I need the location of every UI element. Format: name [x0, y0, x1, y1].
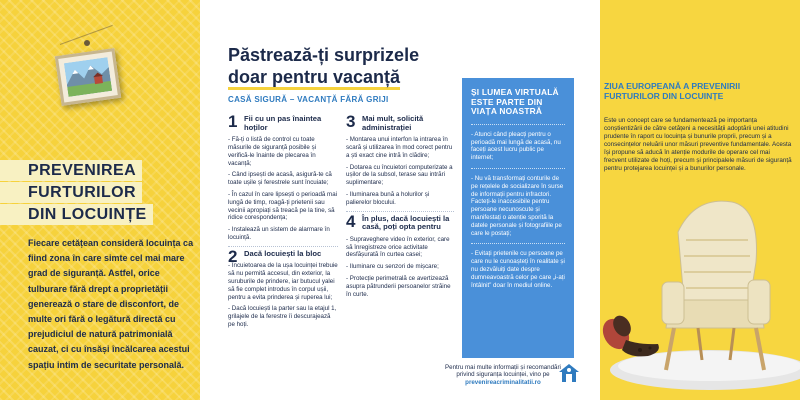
virtual-world-item: - Evitați prietenile cu persoane pe care nu le cunoașteți în realitate și nu dezvăluiți date despre dumneavoastră celor pe care „i-ați întâlnit” doar în mediul online.: [471, 250, 565, 289]
section-4-number: 4: [346, 211, 356, 231]
left-title-line-3: DIN LOCUINȚE: [0, 204, 153, 225]
left-intro-text: Fiecare cetățean consideră locuința ca fiind zona în care simte cel mai mare grad de siguranță. Astfel, orice tulburare fără drept a proprietății generează o stare de disconfort, de multe ori fără o legătură directă cu prejudiciul de natură patrimonială cauzat, ci cu însăși încălcarea acestui spațiu intim de securitate personală.: [28, 238, 194, 370]
tips-column-2: [346, 112, 454, 302]
main-title-line-2: doar pentru vacanță: [228, 67, 400, 90]
section-4-item: - Protecție perimetrală ce avertizează asupra pătrunderii persoanelor străine în curte.: [346, 274, 451, 298]
frame-nail: [84, 40, 90, 46]
section-1-number: 1: [228, 112, 238, 131]
divider: [471, 124, 565, 125]
left-title-line-2: FURTURILOR: [0, 182, 142, 203]
divider: [346, 211, 454, 212]
virtual-world-item: - Nu vă transformați conturile de pe rețelele de socializare în surse de informații pentru infractori. Facteți-le inaccesibile pentru persoane necunoscute și manifestați o atenție sporită la datele personale și fotografiile pe care le postați;: [471, 174, 564, 237]
section-2-title: Dacă locuiești la bloc: [244, 248, 322, 258]
section-4-heading: [346, 211, 454, 232]
landscape-picture-frame: [55, 48, 121, 106]
more-info-note: [444, 364, 562, 386]
center-panel: [200, 0, 600, 400]
divider: [471, 243, 565, 244]
section-2-item: - Dacă locuiești la parter sau la etajul 1, grilajele de la ferestre îi descurajează pe hoți.: [228, 305, 337, 328]
section-3-item: - Dotarea cu încuietori computerizate a ușilor de la subsol, terase sau intrări suplimentare;: [346, 163, 453, 187]
section-1-item: - Instalează un sistem de alarmare în locuință.: [228, 226, 330, 241]
right-panel: [600, 0, 800, 400]
divider: [228, 246, 338, 247]
section-3-item: - Montarea unui interfon la intrarea în scară și utilizarea în mod corect pentru a ști exact cine intră în clădire;: [346, 136, 453, 159]
section-1-item: - În cazul în care lipsești o perioadă mai lungă de timp, roagă-ți prietenii sau vecinii apropiați să treacă pe la tine, să ridice corespondența;: [228, 190, 338, 222]
section-2-item: - Încuietoarea de la ușa locuinței trebuie să nu permită accesul, din exterior, la suruburile de prindere, iar butucul yalei să fie complet introdus în corpul ușii, pentru a evita prinderea și ruperea lui;: [228, 262, 338, 301]
section-3-title: Mai mult, solicită administrației: [362, 114, 424, 132]
section-subhead: CASĂ SIGURĂ – VACANȚĂ FĂRĂ GRIJI: [228, 95, 389, 104]
section-3-number: 3: [346, 112, 356, 131]
section-3-heading: [346, 112, 454, 132]
section-2-number: 2: [228, 246, 238, 266]
more-info-text: Pentru mai multe informații și recomandări privind siguranța locuinței, vino pe: [445, 364, 561, 379]
tips-column-1: [228, 112, 338, 333]
main-title-line-1: Păstrează-ți surprizele: [228, 45, 420, 65]
left-title: [0, 160, 200, 226]
section-2-heading: [228, 246, 338, 266]
section-1-heading: [228, 112, 338, 132]
house-logo-icon: [558, 362, 580, 384]
right-body-text: Este un concept care se fundamentează pe importanța conștientizării de către cetățeni a necesității adoptării unei atitudini prudente în raport cu locuința și bunurile proprii, precum și a consecințelor neluării unor măsuri preventive fundamentale. Acesta își propune să aducă în atenție modurile de operare cel mai frecvent utilizate de hoți, precum și principalele măsuri de siguranță pentru protejarea locuinței și a bunurilor personale.: [604, 117, 792, 172]
virtual-world-box: [462, 78, 574, 358]
website-link[interactable]: prevenireacriminalitatii.ro: [465, 378, 541, 386]
section-4-item: - Iluminare cu senzori de mișcare;: [346, 263, 439, 271]
section-1-title: Fii cu un pas înaintea hoților: [244, 114, 322, 132]
virtual-world-title: ȘI LUMEA VIRTUALĂ ESTE PARTE DIN VIAȚA NOASTRĂ: [471, 87, 559, 117]
left-title-line-1: PREVENIREA: [0, 160, 142, 181]
armchair-scene: [600, 0, 800, 400]
divider: [471, 168, 565, 169]
section-1-item: - Fă-ți o listă de control cu toate măsurile de siguranță posibile și verifică-le înainte de plecarea în vacanță;: [228, 136, 317, 167]
section-4-item: - Supraveghere video în exterior, care să înregistreze orice activitate desfășurată în curtea casei;: [346, 235, 450, 259]
landscape-image: [64, 57, 112, 97]
section-1-item: - Când ipsești de acasă, asigură-te că toate ușile și ferestrele sunt încuiate;: [228, 171, 332, 187]
left-panel: [0, 0, 200, 400]
section-4-title: În plus, dacă locuiești la casă, poți opta pentru: [362, 213, 450, 232]
virtual-world-item: - Atunci când pleacți pentru o perioadă mai lungă de acasă, nu faceți acest lucru public pe internet;: [471, 130, 561, 162]
main-title: [228, 44, 478, 88]
right-heading: ZIUA EUROPEANĂ A PREVENIRII FURTURILOR DIN LOCUINȚE: [604, 81, 741, 101]
section-3-item: - Iluminarea bună a holurilor și palierelor blocului.: [346, 190, 430, 206]
